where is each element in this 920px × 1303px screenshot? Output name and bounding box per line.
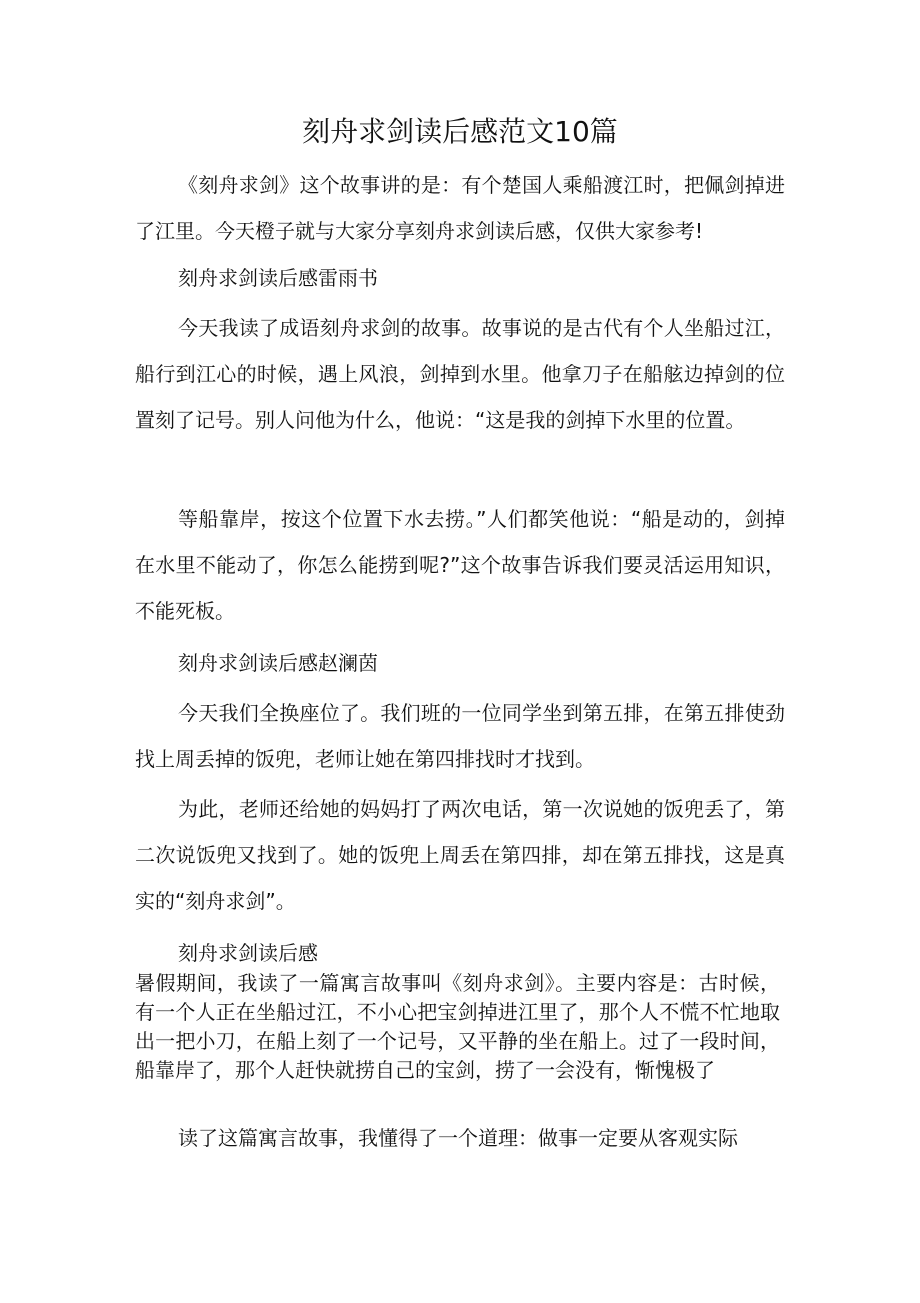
essay3-paragraph-2: 读了这篇寓言故事，我懂得了一个道理：做事一定要从客观实际 <box>178 1126 738 1150</box>
essay-heading-1: 刻舟求剑读后感雷雨书 <box>178 266 378 290</box>
intro-paragraph: 《刻舟求剑》这个故事讲的是：有个楚国人乘船渡江时，把佩剑掉进了江里。今天橙子就与大家分享刻舟求剑读后感，仅供大家参考! <box>135 173 785 243</box>
document-title: 刻舟求剑读后感范文10篇 <box>302 115 618 148</box>
essay2-paragraph-1: 今天我们全换座位了。我们班的一位同学坐到第五排，在第五排使劲找上周丢掉的饭兜，老师让她在第四排找时才找到。 <box>135 701 785 771</box>
essay-heading-3: 刻舟求剑读后感 <box>178 941 318 965</box>
essay3-paragraph-1: 暑假期间，我读了一篇寓言故事叫《刻舟求剑》。主要内容是：古时候，有一个人正在坐船过江，不小心把宝剑掉进江里了，那个人不慌不忙地取出一把小刀，在船上刻了一个记号，又平静的坐在船上。过了一段时间，船靠岸了，那个人赶快就捞自己的宝剑，捞了一会没有，惭愧极了 <box>135 971 780 1082</box>
essay-heading-2: 刻舟求剑读后感赵澜茵 <box>178 651 378 675</box>
essay1-paragraph-2: 等船靠岸，按这个位置下水去捞。”人们都笑他说：“船是动的，剑掉在水里不能动了，你怎么能捞到呢?”这个故事告诉我们要灵活运用知识，不能死板。 <box>135 507 785 623</box>
essay2-paragraph-2: 为此，老师还给她的妈妈打了两次电话，第一次说她的饭兜丢了，第二次说饭兜又找到了。她的饭兜上周丢在第四排，却在第五排找，这是真实的“刻舟求剑”。 <box>135 797 785 913</box>
essay1-paragraph-1: 今天我读了成语刻舟求剑的故事。故事说的是古代有个人坐船过江，船行到江心的时候，遇上风浪，剑掉到水里。他拿刀子在船舷边掉剑的位置刻了记号。别人问他为什么，他说：“这是我的剑掉下水里的位置。 <box>135 316 785 432</box>
